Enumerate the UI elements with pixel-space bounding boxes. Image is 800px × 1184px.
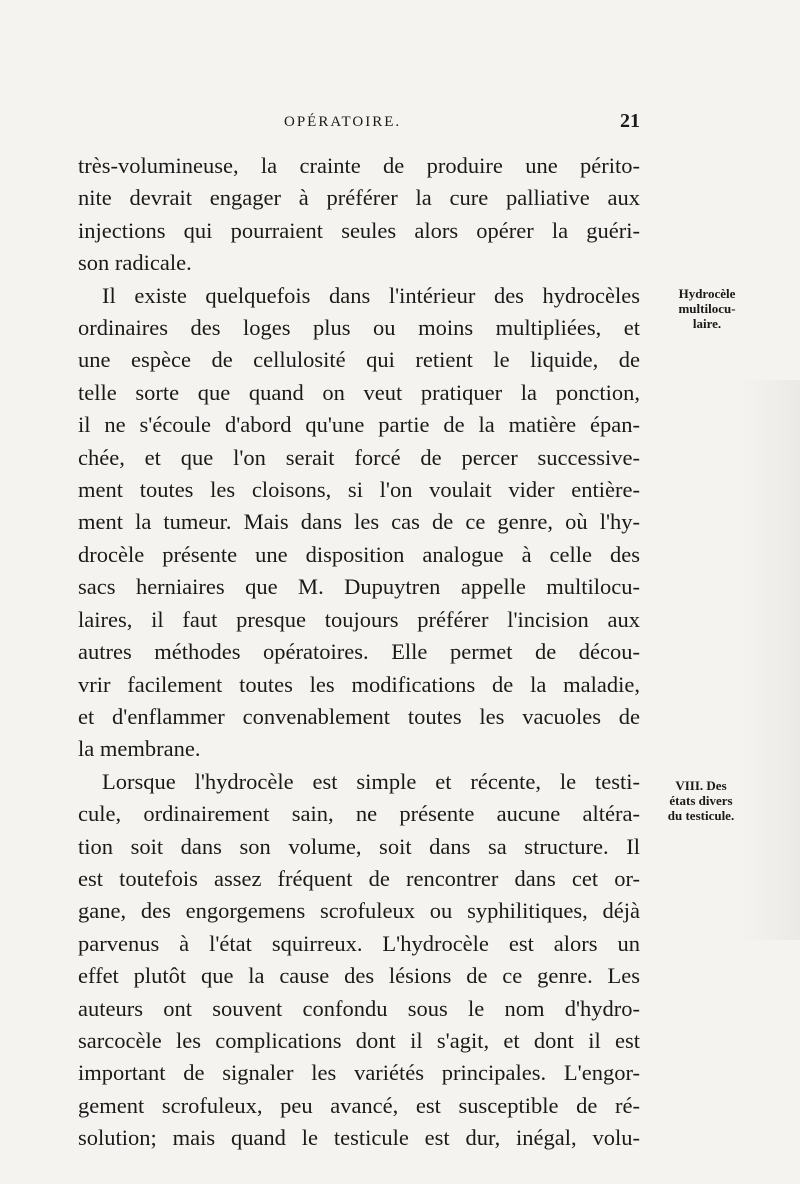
text-line: nite devrait engager à préférer la cure palliative aux — [78, 185, 640, 211]
text-line: laires, il faut presque toujours préférer l'incision aux — [78, 606, 640, 632]
text-line: drocèle présente une disposition analogue à celle des — [78, 541, 640, 567]
margin-note-line: VIII. Des — [675, 778, 727, 793]
text-line: autres méthodes opératoires. Elle permet de décou- — [78, 639, 640, 665]
text-line: sarcocèle les complications dont il s'agit, et dont il est — [78, 1027, 640, 1053]
text-line: ment la tumeur. Mais dans les cas de ce genre, où l'hy- — [78, 509, 640, 535]
text-line: effet plutôt que la cause des lésions de ce genre. Les — [78, 963, 640, 989]
margin-note-line: du testicule. — [667, 808, 735, 823]
margin-note-line: Hydrocèle — [678, 286, 736, 301]
page-header — [78, 110, 640, 140]
text-line: sacs herniaires que M. Dupuytren appelle multilocu- — [78, 574, 640, 600]
margin-note-testicule — [646, 778, 756, 823]
text-line: vrir facilement toutes les modifications de la maladie, — [78, 671, 640, 697]
page-number: 21 — [620, 110, 640, 132]
text-line: parvenus à l'état squirreux. L'hydrocèle est alors un — [78, 930, 640, 956]
text-line: important de signaler les variétés principales. L'engor- — [78, 1060, 640, 1086]
text-line: très-volumineuse, la crainte de produire une périto- — [78, 153, 640, 178]
text-line: Lorsque l'hydrocèle est simple et récente, le testi- — [102, 768, 640, 794]
text-line: solution; mais quand le testicule est dur, inégal, volu- — [78, 1125, 640, 1151]
text-line: cule, ordinairement sain, ne présente aucune altéra- — [78, 801, 640, 827]
text-line: et d'enflammer convenablement toutes les vacuoles de — [78, 703, 640, 729]
show-through-shadow — [740, 380, 800, 940]
text-line: il ne s'écoule d'abord qu'une partie de la matière épan- — [78, 412, 640, 438]
text-line: gement scrofuleux, peu avancé, est susceptible de ré- — [78, 1092, 640, 1118]
text-line: ment toutes les cloisons, si l'on voulait vider entière- — [78, 477, 640, 503]
text-line: tion soit dans son volume, soit dans sa structure. Il — [78, 833, 640, 859]
margin-note-line: multilocu- — [678, 301, 736, 316]
text-line: son radicale. — [78, 250, 192, 276]
text-line: Il existe quelquefois dans l'intérieur des hydrocèles — [102, 282, 640, 308]
text-line: injections qui pourraient seules alors opérer la guéri- — [78, 217, 640, 243]
margin-note-hydrocele — [652, 286, 762, 331]
text-line: une espèce de cellulosité qui retient le liquide, de — [78, 347, 640, 373]
running-head: OPÉRATOIRE. — [284, 114, 402, 130]
text-line: est toutefois assez fréquent de rencontrer dans cet or- — [78, 865, 640, 891]
margin-note-line: états divers — [669, 793, 733, 808]
body-text — [78, 150, 640, 1155]
text-line: telle sorte que quand on veut pratiquer la ponction, — [78, 379, 640, 405]
text-line: la membrane. — [78, 736, 201, 762]
text-line: gane, des engorgemens scrofuleux ou syphilitiques, déjà — [78, 898, 640, 924]
text-line: ordinaires des loges plus ou moins multipliées, et — [78, 315, 640, 341]
margin-note-line: laire. — [692, 316, 722, 331]
text-line: auteurs ont souvent confondu sous le nom d'hydro- — [78, 995, 640, 1021]
text-line: chée, et que l'on serait forcé de percer successive- — [78, 444, 640, 470]
